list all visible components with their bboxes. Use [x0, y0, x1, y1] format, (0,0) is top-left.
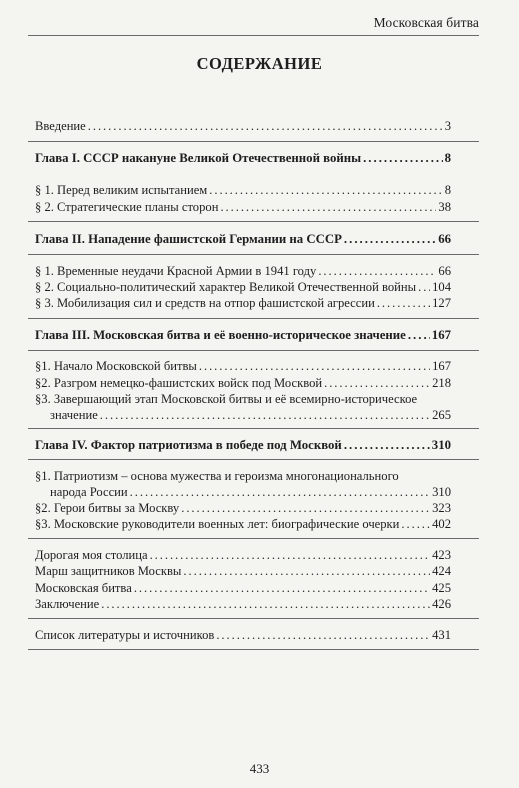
toc-entry-ch3-s1 [35, 358, 451, 374]
toc-entry-page: 265 [432, 408, 451, 422]
toc-entry-page: 431 [432, 628, 451, 642]
dot-leader [183, 563, 430, 579]
dot-leader [324, 375, 430, 391]
dot-leader [363, 150, 442, 166]
toc-entry-title: Глава I. СССР накануне Великой Отечественной войны [35, 151, 362, 165]
toc-entry-title: §3. Московские руководители военных лет: биографические очерки [35, 517, 400, 531]
dot-leader [344, 437, 430, 453]
toc-entry-ch4-s3 [35, 516, 451, 532]
toc-entry-title: Марш защитников Москвы [35, 564, 182, 578]
toc-entry-conclusion [35, 596, 451, 612]
toc-entry-page: 424 [432, 564, 451, 578]
toc-entry-page: 66 [438, 264, 451, 278]
dot-leader [418, 279, 430, 295]
toc-entry-title-continued: значение [50, 408, 98, 422]
toc-entry-page: 426 [432, 597, 451, 611]
page-number: 433 [249, 761, 270, 776]
toc-entry-page: 66 [438, 232, 451, 246]
toc-entry-ch1-s1 [35, 182, 451, 198]
section-divider [28, 350, 479, 351]
section-divider [28, 618, 479, 619]
dot-leader [401, 516, 430, 532]
toc-entry-title: § 1. Временные неудачи Красной Армии в 1941 году [35, 264, 317, 278]
toc-entry-title: Глава IV. Фактор патриотизма в победе под Москвой [35, 438, 342, 452]
section-divider [28, 428, 479, 429]
toc-entry-title: Введение [35, 119, 86, 133]
dot-leader [150, 547, 431, 563]
toc-entry-page: 104 [432, 280, 451, 294]
toc-entry-page: 3 [444, 119, 451, 133]
toc-entry-ch1-s2 [35, 199, 451, 215]
toc-entry-page: 8 [444, 151, 451, 165]
toc-entry-page: 38 [438, 200, 451, 214]
toc-entry-page: 423 [432, 548, 451, 562]
toc-entry-page: 167 [432, 359, 451, 373]
dot-leader [134, 580, 430, 596]
toc-entry-page: 310 [432, 485, 451, 499]
toc-entry-ch4-s2 [35, 500, 451, 516]
toc-entry-title: Московская битва [35, 581, 132, 595]
section-divider [28, 141, 479, 142]
dot-leader [377, 295, 430, 311]
toc-entry-battle [35, 580, 451, 596]
toc-chapter-4 [35, 437, 451, 453]
toc-entry-title: Заключение [35, 597, 100, 611]
section-divider [28, 221, 479, 222]
toc-entry-title: §1. Начало Московской битвы [35, 359, 197, 373]
toc-entry-title: § 2. Социально-политический характер Великой Отечественной войны [35, 280, 417, 294]
toc-entry-literature [35, 627, 451, 643]
toc-entry-title: Глава II. Нападение фашистской Германии на СССР [35, 232, 342, 246]
header-rule [28, 35, 479, 36]
toc-entry-page: 323 [432, 501, 451, 515]
toc-entry-ch2-s2 [35, 279, 451, 295]
toc-entry-page: 425 [432, 581, 451, 595]
toc-entry-page: 127 [432, 296, 451, 310]
dot-leader [408, 327, 430, 343]
running-header: Московская битва [373, 15, 479, 30]
toc-entry-ch2-s1 [35, 263, 451, 279]
toc-entry-title: §3. Завершающий этап Московской битвы и её всемирно-историческое [35, 392, 418, 406]
toc-entry-page: 218 [432, 376, 451, 390]
toc-entry-capital [35, 547, 451, 563]
dot-leader [220, 199, 436, 215]
page-title: СОДЕРЖАНИЕ [196, 54, 323, 73]
section-divider [28, 254, 479, 255]
toc-entry-title: Глава III. Московская битва и её военно-историческое значение [35, 328, 406, 342]
dot-leader [199, 358, 430, 374]
dot-leader [216, 627, 430, 643]
toc-entry-page: 8 [444, 183, 451, 197]
dot-leader [130, 484, 430, 500]
toc-entry-ch2-s3 [35, 295, 451, 311]
toc-entry-page: 402 [432, 517, 451, 531]
toc-entry-title: Дорогая моя столица [35, 548, 148, 562]
toc-entry-page: 310 [431, 438, 451, 452]
toc-entry-intro [35, 118, 451, 134]
section-divider [28, 649, 479, 650]
toc-entry-title-continued: народа России [50, 485, 128, 499]
dot-leader [100, 407, 430, 423]
dot-leader [344, 231, 436, 247]
toc-entry-title: § 1. Перед великим испытанием [35, 183, 208, 197]
toc-entry-march [35, 563, 451, 579]
toc-entry-title: §2. Герои битвы за Москву [35, 501, 180, 515]
toc-entry-title: Список литературы и источников [35, 628, 215, 642]
section-divider [28, 459, 479, 460]
dot-leader [181, 500, 430, 516]
toc-chapter-3 [35, 327, 451, 343]
dot-leader [101, 596, 430, 612]
toc-entry-title: §1. Патриотизм – основа мужества и героизма многонационального [35, 469, 399, 483]
toc-chapter-1 [35, 150, 451, 166]
section-divider [28, 538, 479, 539]
toc-entry-page: 167 [431, 328, 451, 342]
dot-leader [209, 182, 442, 198]
toc-entry-ch3-s2 [35, 375, 451, 391]
toc-entry-title: §2. Разгром немецко-фашистских войск под Москвой [35, 376, 323, 390]
toc-chapter-2 [35, 231, 451, 247]
toc-entry-ch3-s3 [35, 391, 451, 423]
toc-entry-title: § 2. Стратегические планы сторон [35, 200, 219, 214]
toc-entry-ch4-s1 [35, 468, 451, 500]
dot-leader [88, 118, 443, 134]
section-divider [28, 318, 479, 319]
dot-leader [318, 263, 436, 279]
toc-entry-title: § 3. Мобилизация сил и средств на отпор фашистской агрессии [35, 296, 375, 310]
